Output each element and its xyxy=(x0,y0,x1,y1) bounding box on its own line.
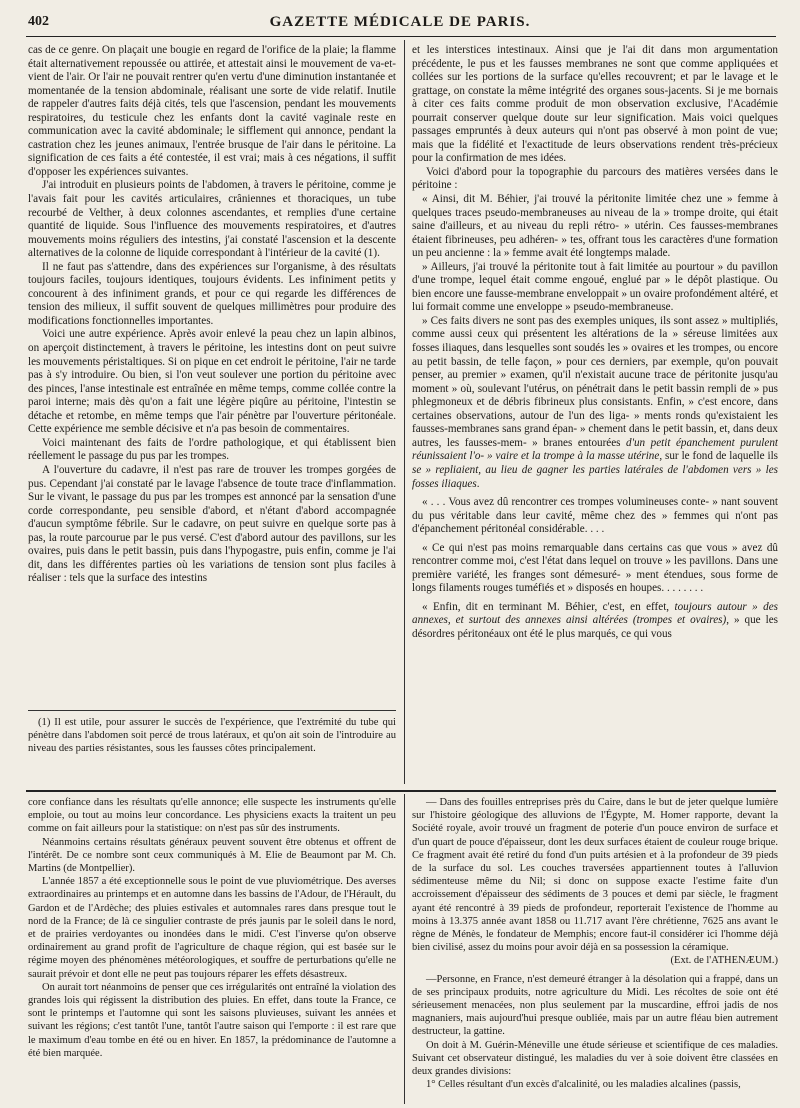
footnote-text: (1) Il est utile, pour assurer le succès de l'expérience, que l'extrémité du tube qui pénètre dans l'abdomen soit percé de trous latéraux, et qu'on ait soin de l'introduire au niveau des parties résistantes, sous les fausses côtes principalement. xyxy=(28,717,396,754)
paragraph: 1° Celles résultant d'un excès d'alcalinité, ou les maladies alcalines (passis, xyxy=(426,1079,741,1091)
paragraph: et les interstices intestinaux. Ainsi que je l'ai dit dans mon argumentation précédente, le pus et les fausses membranes ne sont que comme appliquées et collées sur les portions de la surface qu'elles recouvrent; et par le lavage et le grattage, on constate la même intégrité des organes sous-jacents. Si je me bornais à citer ces faits comme produit de mon observation exclusive, l'Académie pourrait conserver quelque doute sur leur signification. Mais voici quelques passages empruntés à deux auteurs qui n'ont pas observé à mon point de vue; mais que la fidélité et l'exactitude de leurs observations rendent très-précieux pour la confirmation de mes idées. xyxy=(412,44,778,165)
footnote xyxy=(28,716,396,755)
quote-text: » Ces faits divers ne sont pas des exemples uniques, ils sont assez » multipliés, comme aussi ceux qui présentent les altérations de la » séreuse limitées aux fosses iliaques, dans lesquelles sont soudés les » ovaires et les trompes, ou encore au petit bassin, de telle façon, » pour ces derniers, par exemple, qu'on pouvait penser, au premier » examen, qu'il n'existait aucune trace de péritonite jusqu'au moment » où, soulevant l'utérus, on pénétrait dans le petit bassin rempli de » pus phlegmoneux et de débris fibrineux plus consistants. Enfin, » c'est encore, dans certaines observations, autour de l'un des liga- » ments ronds qu'existaient les fausses-membranes sans grand épan- » chement dans le petit bassin, et, dans deux autres, les fausses-mem- » branes entourées xyxy=(412,314,778,449)
paragraph: Voici d'abord pour la topographie du parcours des matières versées dans le péritoine : xyxy=(412,165,778,192)
quote-text: , » que les désordres péritonéaux ont été le plus marqués, ce qui vous xyxy=(412,614,778,640)
top-left-column xyxy=(28,44,396,704)
paragraph: L'année 1857 a été exceptionnelle sous le point de vue pluviométrique. Des averses extraordinaires au printemps et en automne dans les bassins de l'Adour, de l'Hérault, du Gardon et de l'Ardèche; des pluies estivales et automnales rares dans presque tout le nord de la France; de là ce singulier contraste de prés jaunis par le soleil dans le nord, et de prairies verdoyantes ou inondées dans le midi. C'est l'inverse qu'on observe ordinairement au grand profit de l'agriculture de chaque région, qui est basée sur le régime moyen des phénomènes météorologiques, et souffre de perturbations qu'elle ne saurait prévoir et dont elle ne peut pas toujours réparer les effets désastreux. xyxy=(28,876,396,980)
quote-paragraph xyxy=(412,601,778,642)
quote-paragraph: « . . . Vous avez dû rencontrer ces trompes volumineuses conte- » nant souvent du pus véritable dans leur cavité, même chez des » femmes qui n'ont pas d'épanchement péritonéal considérable. . . . xyxy=(412,496,778,536)
paragraph: A l'ouverture du cadavre, il n'est pas rare de trouver les trompes gorgées de pus. Cependant j'ai constaté par le lavage l'absence de toute trace d'inflammation. Sur le vivant, le passage du pus par les trompes est annoncé par la sensation d'une corde correspondante, peu sensible d'abord, et n'étant d'abord accompagnée d'aucun symptôme fébrile. Sur le cadavre, on peut suivre en quelque sorte pas à pas, la route parcourue par le pus versé. C'est d'abord autour des pavillons, sur les ovaires, puis dans le petit bassin, puis dans l'hypogastre, puis enfin, comme je l'ai dit, dans les différentes parties où les variations de tension sont plus faciles à réaliser : tels que la surface des intestins xyxy=(28,463,396,585)
quote-emphasis: d'un petit épanchement purulent réunissaient l'o- » vaire et la trompe à la masse utérine xyxy=(412,436,778,463)
paragraph: core confiance dans les résultats qu'elle annonce; elle suspecte les instruments qu'elle emploie, ou tout au moins leur concordance. Les physiciens exacts la traitent un peu comme on fait ailleurs pour la statistique: on n'est pas sûr des instruments. xyxy=(28,797,396,835)
paragraph: Il ne faut pas s'attendre, dans des expériences sur l'organisme, à des résultats toujours faciles, toujours identiques, toujours évidents. Les infiniment petits y concourent à des infiniment grands, et pour ce qui regarde les différences de tension des milieux, il suffit souvent de quelques millimètres pour produire des modifications fonctionnelles importantes. xyxy=(28,260,396,327)
top-right-column xyxy=(412,44,778,788)
column-divider xyxy=(404,40,405,784)
quote-paragraph: « Ainsi, dit M. Béhier, j'ai trouvé la péritonite limitée chez une » femme à quelques traces pseudo-membraneuses au niveau de la » trompe droite, qui était saine d'ailleurs, et au niveau du repli rétro- » utérin. Ces fausses-membranes étaient fibrineuses, peu adhéren- » tes, offrant tous les caractères d'une formation un peu ancienne : la » femme avait été longtemps malade. xyxy=(412,193,778,260)
footnote-rule xyxy=(28,710,396,711)
quote-text: , sur le fond de laquelle ils xyxy=(659,450,778,463)
paragraph: cas de ce genre. On plaçait une bougie en regard de l'orifice de la plaie; la flamme était alternativement repoussée ou attirée, et attestait ainsi le mouvement de va-et-vient de l'air. Or l'air ne pouvait rentrer qu'en vertu d'une diminution instantanée et momentanée de la tension abdominale, réalisant une sorte de vide relatif. Inutile de rappeler d'autres faits déjà cités, tels que l'ascension, pendant les mouvements respiratoires, du testicule chez les enfants dont la cavité vaginale reste en communication avec la cavité abdominale; le sifflement qui annonce, pendant la castration chez les jeunes animaux, l'entrée brusque de l'air dans le péritoine. La signification de ces faits a été contestée, il est vrai; mais à ces négations, il suffit d'opposer les expériences suivantes. xyxy=(28,44,396,178)
paragraph: On aurait tort néanmoins de penser que ces irrégularités ont entraîné la violation des grandes lois qui régissent la distribution des pluies. En effet, dans toute la France, ce sont le printemps et l'automne qui sont les saisons pluvieuses, suivant les années et suivant les régions; c'est tantôt l'une, tantôt l'autre saison qui l'emporte : il est rare que le maximum d'eau tombe en été ou en hiver. En 1857, la prédominance de l'automne a été bien marquée. xyxy=(28,981,396,1059)
paragraph: —Personne, en France, n'est demeuré étranger à la désolation qui a frappé, dans un de ses principaux produits, notre agriculture du Midi. Les récoltes de soie ont été sérieusement menacées, non plus seulement par la muscardine, effroi jadis de nos magnaniers, mais aujourd'hui presque oubliée, mais par un autre fléau bien autrement destructeur, la gattine. xyxy=(412,973,778,1038)
quote-paragraph: « Ce qui n'est pas moins remarquable dans certains cas que vous » avez dû rencontrer comme moi, c'est l'état dans lequel on trouve » les pavillons. Dans une première variété, les franges sont démesuré- » ment étendues, sous forme de longs filaments rouges tuméfiés et » disposés en houpes. . . . . . . . xyxy=(412,541,778,595)
journal-title: GAZETTE MÉDICALE DE PARIS. xyxy=(269,14,531,30)
source-attribution: (Ext. de l'ATHENÆUM.) xyxy=(670,955,778,967)
paragraph: — Dans des fouilles entreprises près du Caire, dans le but de jeter quelque lumière sur l'histoire géologique des alluvions de l'Égypte, M. Homer rapporte, devant la Société royale, avoir trouvé un fragment de poterie d'un pouce environ de surface et d'un quart de pouce d'épaisseur, dont les deux surfaces étaient de couleur rouge brique. Ce fragment avait été retiré du fond d'un puits artésien et à la profondeur de 39 pieds de la surface du sol. Les couches traversées appartiennent toutes à l'alluvion sédimenteuse même du Nil; si donc on suppose exacte l'estime faite d'un accroissement d'épaisseur des sédiments de 3 pouces et demi par siècle, le fragment ayant été rencontré à 39 pieds de profondeur, reporterait l'existence de l'homme au moins à 13.375 année avant 1858 ou 11.717 avant l'ère chrétienne, 7625 ans avant le règne de Ménès, le fondateur de Memphis; encore faut-il considérer ici l'homme déjà bien civilisé, assez du moins pour avoir déjà en sa possession la céramique. xyxy=(412,797,778,954)
quote-text: « Enfin, dit en terminant M. Béhier, c'est, en effet, xyxy=(422,600,675,613)
page-number: 402 xyxy=(28,14,49,29)
paragraph: J'ai introduit en plusieurs points de l'abdomen, à travers le péritoine, comme je l'avais fait pour les cavités articulaires, crâniennes et thoraciques, un tube recourbé de Velther, à deux colonnes ascendantes, et remplies d'une certaine quantité de liquide. Sous l'influence des mouvements respiratoires, et d'autres mouvements moins réguliers des intestins, j'ai constaté l'ascension et la descente alternatives de la colonne de liquide correspondant à l'intérieur de la cavité (1). xyxy=(28,179,396,260)
bottom-right-column xyxy=(412,796,778,1101)
quote-paragraph xyxy=(412,315,778,491)
header-rule xyxy=(26,36,776,37)
quote-emphasis: se » repliaient, au lieu de gagner les parties latérales de l'abdomen vers » les fosses iliaques xyxy=(412,463,778,490)
quote-emphasis: toujours autour » des annexes, et surtout des annexes ainsi altérées (trompes et ovaires) xyxy=(412,600,778,627)
section-divider xyxy=(26,790,776,792)
quote-paragraph: » Ailleurs, j'ai trouvé la péritonite tout à fait limitée au pourtour » du pavillon d'une trompe, lequel était comme engoué, englué par » le dépôt plastique. Ou bien encore une fausse-membrane enveloppait » un ovaire profondément altéré, et lui formait comme une enveloppe » pseudo-membraneuse. xyxy=(412,260,778,314)
paragraph: Voici une autre expérience. Après avoir enlevé la peau chez un lapin albinos, on aperçoit distinctement, à travers le péritoine, les intestins dont on peut suivre les mouvements péristaltiques. Si on pique en cet endroit le péritoine, l'air ne tarde pas à s'y introduire. Ou bien, si l'on veut soulever une portion du péritoine avec des pinces, l'anse intestinale est entraînée en même temps, comme collée contre la paroi interne; mais dès qu'on a fait une légère piqûre au péritoine, l'intestin se détache et retombe, en même temps que l'air pénètre par l'ouverture péritonéale. Cette expérience me semble décisive et n'a pas besoin de commentaires. xyxy=(28,328,396,436)
column-divider xyxy=(404,794,405,1104)
bottom-left-column xyxy=(28,796,396,1101)
paragraph: Voici maintenant des faits de l'ordre pathologique, et qui établissent bien réellement le passage du pus par les trompes. xyxy=(28,436,396,463)
quote-text: . xyxy=(476,477,480,490)
paragraph: Néanmoins certains résultats généraux peuvent souvent être obtenus et offrent de l'intérêt. De ce nombre sont ceux communiqués à M. Elie de Beaumont par M. Ch. Martins (de Montpellier). xyxy=(28,836,396,875)
paragraph: On doit à M. Guérin-Méneville une étude sérieuse et scientifique de ces maladies. Suivant cet observateur distingué, les maladies du ver à soie doivent être classées en deux grandes divisions: xyxy=(412,1039,778,1078)
